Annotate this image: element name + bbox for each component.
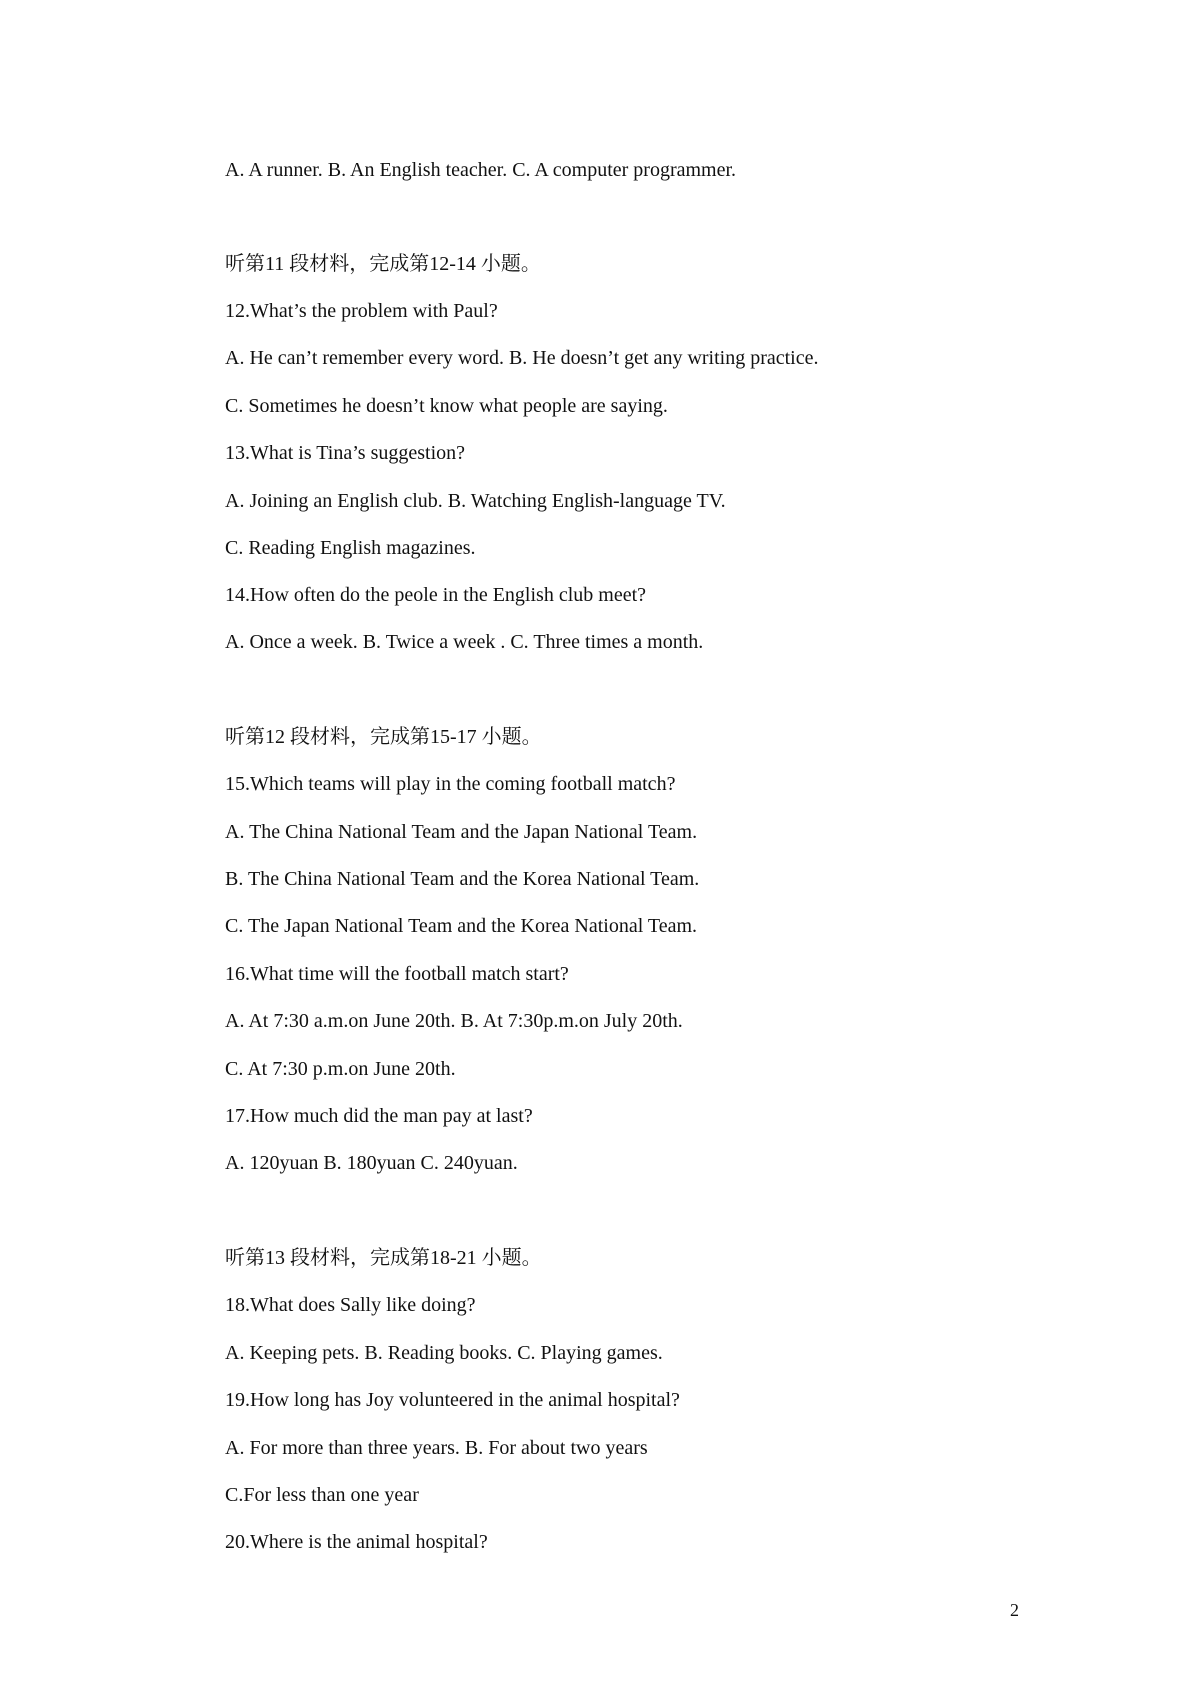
- option-line-q18: A. Keeping pets. B. Reading books. C. Playing games.: [225, 1342, 663, 1364]
- option-line-q13-a-b: A. Joining an English club. B. Watching English-language TV.: [225, 490, 726, 512]
- section-heading-12: 听第12 段材料，完成第15-17 小题。: [225, 726, 542, 748]
- question-15: 15.Which teams will play in the coming football match?: [225, 773, 676, 795]
- option-line-q16-a-b: A. At 7:30 a.m.on June 20th. B. At 7:30p.m.on July 20th.: [225, 1010, 683, 1032]
- question-20: 20.Where is the animal hospital?: [225, 1531, 488, 1553]
- option-line-q19-c: C.For less than one year: [225, 1484, 419, 1506]
- question-13: 13.What is Tina’s suggestion?: [225, 442, 466, 464]
- option-line-q13-c: C. Reading English magazines.: [225, 537, 476, 559]
- option-line-q15-a: A. The China National Team and the Japan National Team.: [225, 821, 698, 843]
- question-16: 16.What time will the football match start?: [225, 963, 569, 985]
- option-line-q11: A. A runner. B. An English teacher. C. A computer programmer.: [225, 159, 737, 181]
- option-line-q12-c: C. Sometimes he doesn’t know what people are saying.: [225, 395, 668, 417]
- section-heading-13: 听第13 段材料，完成第18-21 小题。: [225, 1247, 542, 1269]
- section-heading-11: 听第11 段材料，完成第12-14 小题。: [225, 253, 541, 275]
- option-line-q14: A. Once a week. B. Twice a week . C. Three times a month.: [225, 631, 704, 653]
- option-line-q12-a-b: A. He can’t remember every word. B. He doesn’t get any writing practice.: [225, 347, 819, 369]
- question-19: 19.How long has Joy volunteered in the animal hospital?: [225, 1389, 680, 1411]
- option-line-q17: A. 120yuan B. 180yuan C. 240yuan.: [225, 1152, 518, 1174]
- option-line-q15-b: B. The China National Team and the Korea National Team.: [225, 868, 700, 890]
- question-12: 12.What’s the problem with Paul?: [225, 300, 498, 322]
- option-line-q19-a-b: A. For more than three years. B. For about two years: [225, 1437, 648, 1459]
- question-18: 18.What does Sally like doing?: [225, 1294, 476, 1316]
- page-number: 2: [1010, 1600, 1019, 1620]
- question-14: 14.How often do the peole in the English club meet?: [225, 584, 647, 606]
- option-line-q16-c: C. At 7:30 p.m.on June 20th.: [225, 1058, 456, 1080]
- option-line-q15-c: C. The Japan National Team and the Korea National Team.: [225, 915, 698, 937]
- question-17: 17.How much did the man pay at last?: [225, 1105, 533, 1127]
